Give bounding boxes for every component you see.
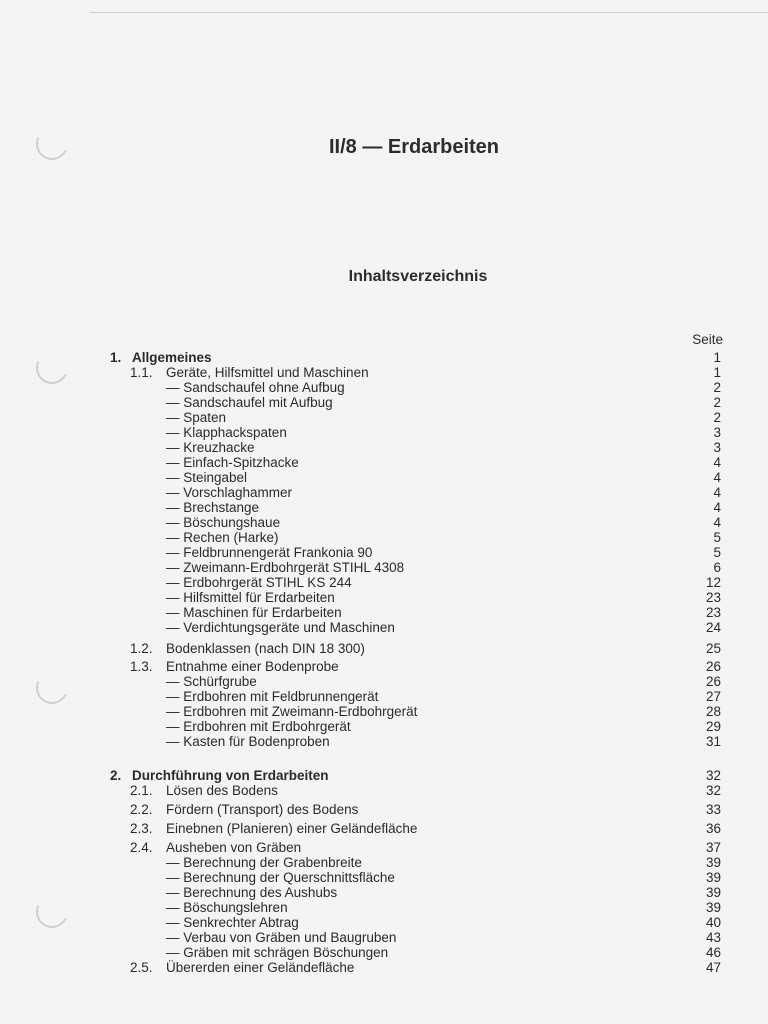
toc-label: Durchführung von Erdarbeiten	[132, 768, 329, 783]
toc-page-number: 26	[705, 659, 721, 674]
toc-label: — Feldbrunnengerät Frankonia 90	[166, 545, 373, 560]
toc-label: Einebnen (Planieren) einer Geländefläche	[166, 821, 418, 836]
toc-page-number: 37	[705, 840, 721, 855]
toc-row	[0, 734, 768, 750]
toc-page-number: 39	[705, 855, 721, 870]
toc-number: 1.2.	[130, 641, 153, 656]
toc-number: 2.3.	[130, 821, 153, 836]
toc-label: — Sandschaufel ohne Aufbug	[166, 380, 345, 395]
toc-number: 2.2.	[130, 802, 153, 817]
toc-row	[0, 410, 768, 426]
toc-row	[0, 485, 768, 501]
toc-label: — Sandschaufel mit Aufbug	[166, 395, 333, 410]
toc-row	[0, 885, 768, 901]
toc-row	[0, 930, 768, 946]
toc-label: — Kasten für Bodenproben	[166, 734, 330, 749]
toc-row	[0, 530, 768, 546]
toc-page-number: 40	[705, 915, 721, 930]
toc-row	[0, 425, 768, 441]
page-column-label: Seite	[692, 332, 723, 347]
toc-label: — Vorschlaghammer	[166, 485, 293, 500]
toc-page-number: 26	[705, 674, 721, 689]
toc-label: Bodenklassen (nach DIN 18 300)	[166, 641, 365, 656]
toc-row	[0, 590, 768, 606]
toc-number: 2.1.	[130, 783, 153, 798]
toc-row	[0, 674, 768, 690]
toc-page-number: 3	[713, 440, 721, 455]
toc-row	[0, 900, 768, 916]
toc-label: — Klapphackspaten	[166, 425, 287, 440]
toc-page-number: 33	[705, 802, 721, 817]
toc-page-number: 25	[705, 641, 721, 656]
toc-row	[0, 500, 768, 516]
toc-label: Geräte, Hilfsmittel und Maschinen	[166, 365, 369, 380]
toc-row	[0, 768, 768, 784]
toc-page-number: 4	[713, 500, 721, 515]
toc-label: — Brechstange	[166, 500, 260, 515]
toc-page-number: 32	[705, 783, 721, 798]
toc-page-number: 4	[713, 455, 721, 470]
toc-page-number: 5	[713, 530, 721, 545]
toc-label: — Spaten	[166, 410, 227, 425]
toc-label: — Zweimann-Erdbohrgerät STIHL 4308	[166, 560, 405, 575]
toc-page-number: 2	[713, 410, 721, 425]
toc-row	[0, 945, 768, 961]
toc-row	[0, 855, 768, 871]
toc-label: Lösen des Bodens	[166, 783, 278, 798]
toc-page-number: 6	[713, 560, 721, 575]
toc-row	[0, 620, 768, 636]
toc-row	[0, 821, 768, 837]
toc-page-number: 2	[713, 395, 721, 410]
toc-row	[0, 802, 768, 818]
toc-label: — Erdbohren mit Zweimann-Erdbohrgerät	[166, 704, 418, 719]
toc-page-number: 47	[705, 960, 721, 975]
toc-label: — Berechnung der Grabenbreite	[166, 855, 362, 870]
toc-number: 1.1.	[130, 365, 153, 380]
toc-label: — Erdbohrgerät STIHL KS 244	[166, 575, 352, 590]
toc-label: — Kreuzhacke	[166, 440, 255, 455]
toc-label: Entnahme einer Bodenprobe	[166, 659, 339, 674]
toc-number: 1.3.	[130, 659, 153, 674]
document-title: II/8 — Erdarbeiten	[328, 136, 500, 158]
toc-row	[0, 870, 768, 886]
toc-page-number: 1	[713, 350, 721, 365]
toc-page-number: 27	[705, 689, 721, 704]
toc-number: 2.	[110, 768, 122, 783]
toc-label: — Berechnung des Aushubs	[166, 885, 338, 900]
toc-row	[0, 365, 768, 381]
toc-label: — Hilfsmittel für Erdarbeiten	[166, 590, 335, 605]
toc-page-number: 32	[705, 768, 721, 783]
toc-page-number: 3	[713, 425, 721, 440]
toc-page-number: 39	[705, 900, 721, 915]
toc-page-number: 29	[705, 719, 721, 734]
toc-row	[0, 659, 768, 675]
toc-row	[0, 395, 768, 411]
toc-row	[0, 455, 768, 471]
toc-label: — Schürfgrube	[166, 674, 257, 689]
toc-label: — Böschungslehren	[166, 900, 288, 915]
toc-number: 2.5.	[130, 960, 153, 975]
toc-number: 1.	[110, 350, 122, 365]
toc-label: Fördern (Transport) des Bodens	[166, 802, 359, 817]
toc-page-number: 39	[705, 870, 721, 885]
toc-row	[0, 545, 768, 561]
toc-row	[0, 605, 768, 621]
toc-row	[0, 575, 768, 591]
toc-page-number: 23	[705, 605, 721, 620]
toc-page-number: 5	[713, 545, 721, 560]
toc-page-number: 31	[705, 734, 721, 749]
toc-number: 2.4.	[130, 840, 153, 855]
toc-label: Allgemeines	[132, 350, 212, 365]
toc-page-number: 1	[713, 365, 721, 380]
toc-label: Ausheben von Gräben	[166, 840, 302, 855]
toc-row	[0, 783, 768, 799]
toc-page-number: 4	[713, 515, 721, 530]
toc-label: — Verdichtungsgeräte und Maschinen	[166, 620, 395, 635]
toc-row	[0, 689, 768, 705]
toc-row	[0, 840, 768, 856]
toc-heading: Inhaltsverzeichnis	[348, 268, 488, 285]
toc-page-number: 46	[705, 945, 721, 960]
toc-label: — Gräben mit schrägen Böschungen	[166, 945, 389, 960]
toc-row	[0, 470, 768, 486]
toc-row	[0, 704, 768, 720]
toc-label: — Böschungshaue	[166, 515, 281, 530]
toc-row	[0, 515, 768, 531]
toc-row	[0, 960, 768, 976]
toc-page-number: 4	[713, 470, 721, 485]
toc-label: — Einfach-Spitzhacke	[166, 455, 299, 470]
toc-label: Übererden einer Geländefläche	[166, 960, 355, 975]
toc-page-number: 12	[705, 575, 721, 590]
toc-row	[0, 915, 768, 931]
top-rule	[90, 12, 768, 13]
toc-label: — Steingabel	[166, 470, 248, 485]
toc-page-number: 4	[713, 485, 721, 500]
toc-label: — Rechen (Harke)	[166, 530, 279, 545]
toc-row	[0, 560, 768, 576]
toc-row	[0, 440, 768, 456]
toc-page-number: 24	[705, 620, 721, 635]
toc-page-number: 23	[705, 590, 721, 605]
toc-label: — Senkrechter Abtrag	[166, 915, 299, 930]
toc-label: — Verbau von Gräben und Baugruben	[166, 930, 397, 945]
toc-label: — Erdbohren mit Erdbohrgerät	[166, 719, 351, 734]
toc-page-number: 39	[705, 885, 721, 900]
toc-row	[0, 719, 768, 735]
toc-page-number: 2	[713, 380, 721, 395]
toc-page-number: 43	[705, 930, 721, 945]
toc-page-number: 36	[705, 821, 721, 836]
toc-page-number: 28	[705, 704, 721, 719]
toc-label: — Maschinen für Erdarbeiten	[166, 605, 342, 620]
toc-row	[0, 380, 768, 396]
toc-row	[0, 350, 768, 366]
toc-label: — Berechnung der Querschnittsfläche	[166, 870, 395, 885]
toc-label: — Erdbohren mit Feldbrunnengerät	[166, 689, 379, 704]
toc-row	[0, 641, 768, 657]
